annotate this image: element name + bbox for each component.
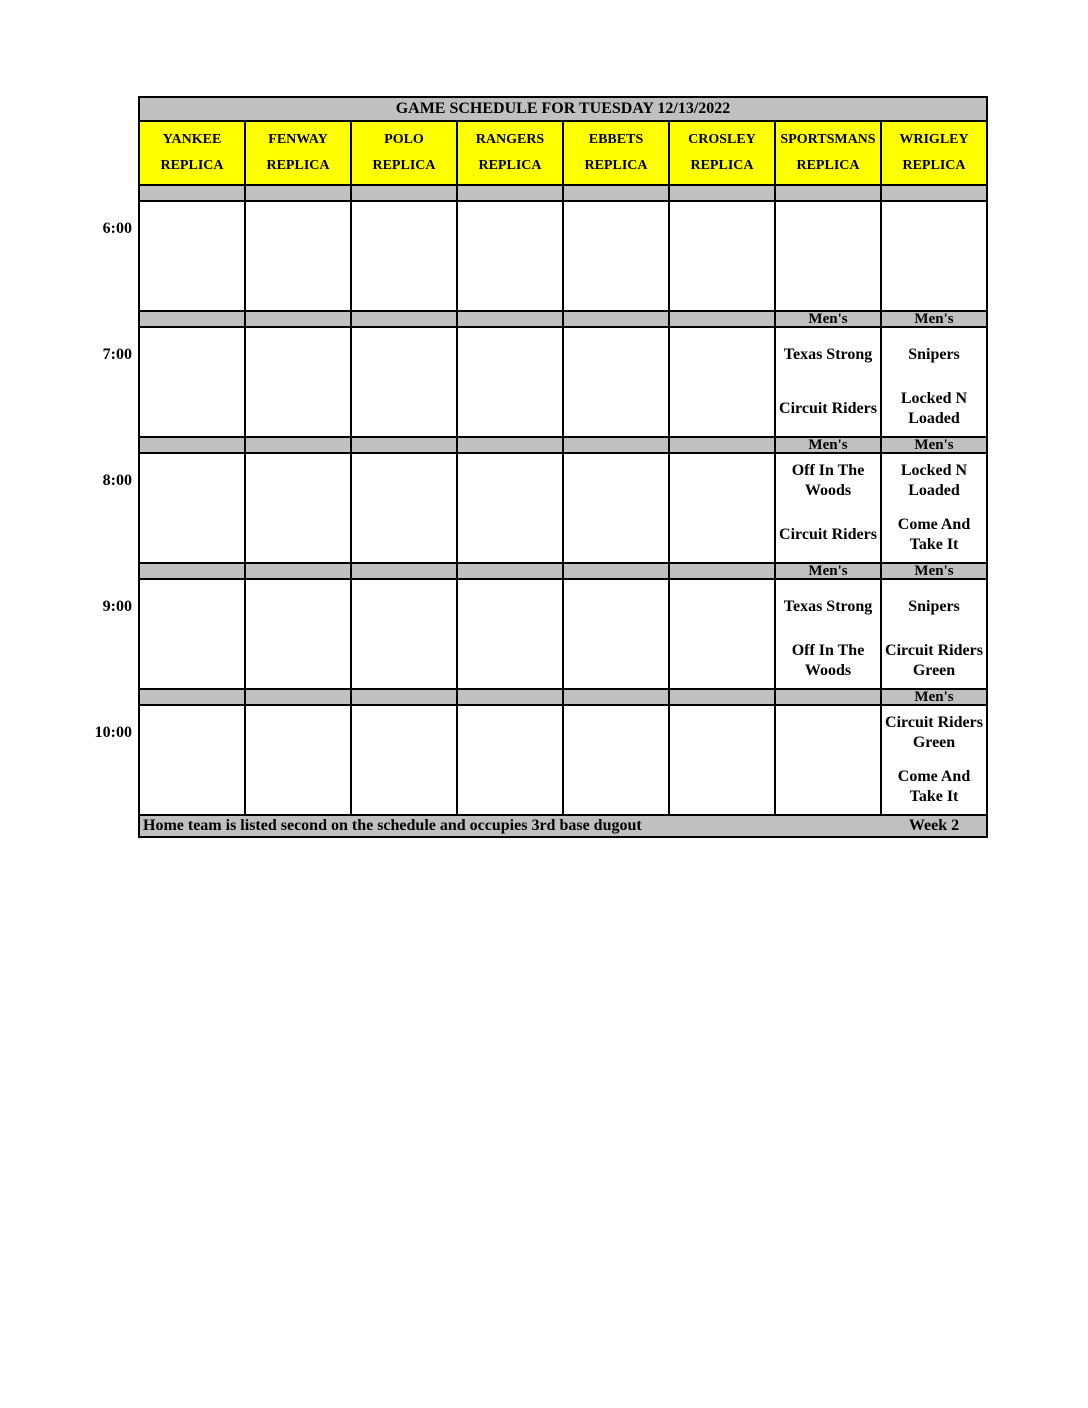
away-team: Locked N Loaded [900, 462, 968, 499]
division-label [564, 186, 670, 200]
away-team: Snipers [908, 346, 960, 363]
footer-row [140, 816, 986, 836]
home-team [670, 760, 774, 814]
venue-header [776, 122, 882, 184]
time-label: 6:00 [102, 220, 132, 237]
away-team [140, 580, 244, 634]
division-label [670, 438, 776, 452]
away-team [776, 706, 880, 760]
venue-header [564, 122, 670, 184]
game-cell [882, 706, 986, 814]
away-team: Texas Strong [783, 346, 873, 363]
away-team [458, 328, 562, 382]
division-label [458, 690, 564, 704]
game-cell [776, 328, 882, 436]
venue-sub: REPLICA [796, 158, 860, 173]
division-label [140, 564, 246, 578]
venue-header [140, 122, 246, 184]
game-cell [564, 328, 670, 436]
time-slots [140, 186, 986, 816]
division-label [352, 564, 458, 578]
division-label [352, 438, 458, 452]
division-label [564, 690, 670, 704]
venue-header [352, 122, 458, 184]
game-cell [140, 454, 246, 562]
game-cell [882, 454, 986, 562]
home-team [458, 256, 562, 310]
away-team [140, 454, 244, 508]
away-team: Texas Strong [783, 598, 873, 615]
home-team [352, 634, 456, 688]
venue-header [458, 122, 564, 184]
time-label: 10:00 [94, 724, 132, 741]
division-label [246, 564, 352, 578]
division-label: Men's [776, 312, 882, 326]
home-team [564, 382, 668, 436]
away-team [670, 454, 774, 508]
game-cell [458, 454, 564, 562]
venue-name: EBBETS [588, 132, 644, 147]
division-label [140, 312, 246, 326]
home-team: Come And Take It [897, 516, 971, 553]
away-team [352, 328, 456, 382]
away-team [140, 706, 244, 760]
venue-name: SPORTSMANS [780, 132, 876, 147]
home-team [458, 508, 562, 562]
home-team [352, 382, 456, 436]
division-label [246, 312, 352, 326]
game-cell [140, 202, 246, 310]
division-label [670, 690, 776, 704]
home-team [564, 256, 668, 310]
division-label [458, 438, 564, 452]
away-team [352, 454, 456, 508]
game-cell [246, 706, 352, 814]
venue-header-row [140, 122, 986, 186]
division-label [564, 312, 670, 326]
away-team [564, 328, 668, 382]
time-label: 9:00 [102, 598, 132, 615]
game-cell [776, 706, 882, 814]
away-team [670, 706, 774, 760]
home-team [140, 760, 244, 814]
venue-header [246, 122, 352, 184]
home-team: Come And Take It [897, 768, 971, 805]
home-team [352, 256, 456, 310]
home-team [246, 256, 350, 310]
game-cell [352, 580, 458, 688]
game-cell [140, 706, 246, 814]
home-team [352, 760, 456, 814]
venue-sub: REPLICA [372, 158, 436, 173]
venue-sub: REPLICA [266, 158, 330, 173]
venue-sub: REPLICA [584, 158, 648, 173]
game-cell [140, 580, 246, 688]
away-team [882, 202, 986, 256]
venue-header [670, 122, 776, 184]
division-label [670, 564, 776, 578]
division-label [246, 438, 352, 452]
week-label: Week 2 [908, 817, 960, 834]
game-cell [776, 580, 882, 688]
home-team [776, 256, 880, 310]
game-cell [776, 454, 882, 562]
game-cell [458, 328, 564, 436]
away-team: Off In The Woods [791, 462, 865, 499]
division-row [140, 690, 986, 706]
home-team [564, 508, 668, 562]
game-cell [246, 454, 352, 562]
game-cell [564, 706, 670, 814]
division-row [140, 312, 986, 328]
away-team [776, 202, 880, 256]
division-label: Men's [776, 438, 882, 452]
venue-sub: REPLICA [902, 158, 966, 173]
division-label [776, 186, 882, 200]
venue-sub: REPLICA [160, 158, 224, 173]
home-team: Circuit Riders [779, 400, 877, 417]
home-team [882, 256, 986, 310]
game-cell [670, 328, 776, 436]
game-cell [352, 202, 458, 310]
schedule-title: GAME SCHEDULE FOR TUESDAY 12/13/2022 [140, 98, 986, 122]
division-label: Men's [882, 564, 986, 578]
away-team [458, 580, 562, 634]
game-cell [564, 580, 670, 688]
game-cell [670, 454, 776, 562]
time-label: 7:00 [102, 346, 132, 363]
time-label: 8:00 [102, 472, 132, 489]
away-team [140, 328, 244, 382]
game-cell [246, 202, 352, 310]
division-label [458, 186, 564, 200]
division-label [246, 186, 352, 200]
division-label [140, 690, 246, 704]
away-team: Circuit Riders Green [885, 714, 983, 751]
game-cell [352, 706, 458, 814]
home-team [564, 760, 668, 814]
division-label [670, 312, 776, 326]
game-cell [458, 202, 564, 310]
home-team [246, 382, 350, 436]
away-team [352, 580, 456, 634]
game-cell [140, 328, 246, 436]
time-slot-row [140, 454, 986, 564]
home-team [140, 508, 244, 562]
home-team [564, 634, 668, 688]
division-label [564, 438, 670, 452]
away-team [670, 328, 774, 382]
away-team [352, 706, 456, 760]
home-team [670, 634, 774, 688]
division-label [458, 564, 564, 578]
division-label [670, 186, 776, 200]
game-cell [564, 202, 670, 310]
division-row [140, 438, 986, 454]
division-label [352, 312, 458, 326]
division-label [776, 690, 882, 704]
away-team [246, 202, 350, 256]
division-label: Men's [882, 438, 986, 452]
game-cell [670, 706, 776, 814]
division-label: Men's [882, 312, 986, 326]
home-team [776, 760, 880, 814]
away-team [246, 328, 350, 382]
home-team [140, 256, 244, 310]
division-row [140, 564, 986, 580]
schedule-table [138, 96, 988, 838]
away-team [458, 202, 562, 256]
away-team [670, 202, 774, 256]
game-cell [882, 580, 986, 688]
division-label [564, 564, 670, 578]
division-label: Men's [776, 564, 882, 578]
venue-sub: REPLICA [690, 158, 754, 173]
game-cell [564, 454, 670, 562]
game-cell [882, 328, 986, 436]
away-team [458, 454, 562, 508]
venue-name: WRIGLEY [899, 132, 969, 147]
time-slot-row [140, 328, 986, 438]
game-cell [246, 580, 352, 688]
time-slot-row [140, 580, 986, 690]
home-team [140, 382, 244, 436]
game-cell [670, 202, 776, 310]
game-cell [458, 580, 564, 688]
game-cell [352, 328, 458, 436]
game-cell [352, 454, 458, 562]
away-team: Snipers [908, 598, 960, 615]
away-team [246, 580, 350, 634]
home-team [458, 382, 562, 436]
away-team [564, 706, 668, 760]
home-team [670, 256, 774, 310]
division-label [246, 690, 352, 704]
away-team [564, 580, 668, 634]
home-team [458, 634, 562, 688]
home-team [246, 508, 350, 562]
game-cell [458, 706, 564, 814]
home-team: Circuit Riders [779, 526, 877, 543]
away-team [670, 580, 774, 634]
division-label [352, 186, 458, 200]
home-team [670, 508, 774, 562]
venue-sub: REPLICA [478, 158, 542, 173]
venue-name: CROSLEY [688, 132, 756, 147]
home-team [352, 508, 456, 562]
division-label [882, 186, 986, 200]
venue-name: YANKEE [162, 132, 222, 147]
venue-name: RANGERS [475, 132, 545, 147]
home-team [458, 760, 562, 814]
away-team [352, 202, 456, 256]
home-team: Circuit Riders Green [885, 642, 983, 679]
game-cell [776, 202, 882, 310]
venue-name: FENWAY [268, 132, 328, 147]
away-team [458, 706, 562, 760]
away-team [140, 202, 244, 256]
home-team [670, 382, 774, 436]
home-team: Off In The Woods [791, 642, 865, 679]
division-label: Men's [882, 690, 986, 704]
time-slot-row [140, 202, 986, 312]
division-label [140, 186, 246, 200]
footer-note: Home team is listed second on the schedule and occupies 3rd base dugout [143, 817, 642, 834]
venue-name: POLO [384, 132, 424, 147]
home-team: Locked N Loaded [900, 390, 968, 427]
time-slot-row [140, 706, 986, 816]
game-cell [882, 202, 986, 310]
home-team [246, 634, 350, 688]
division-row [140, 186, 986, 202]
game-cell [670, 580, 776, 688]
away-team [564, 202, 668, 256]
away-team [564, 454, 668, 508]
division-label [458, 312, 564, 326]
away-team [246, 454, 350, 508]
division-label [352, 690, 458, 704]
game-cell [246, 328, 352, 436]
division-label [140, 438, 246, 452]
home-team [140, 634, 244, 688]
away-team [246, 706, 350, 760]
home-team [246, 760, 350, 814]
venue-header [882, 122, 986, 184]
